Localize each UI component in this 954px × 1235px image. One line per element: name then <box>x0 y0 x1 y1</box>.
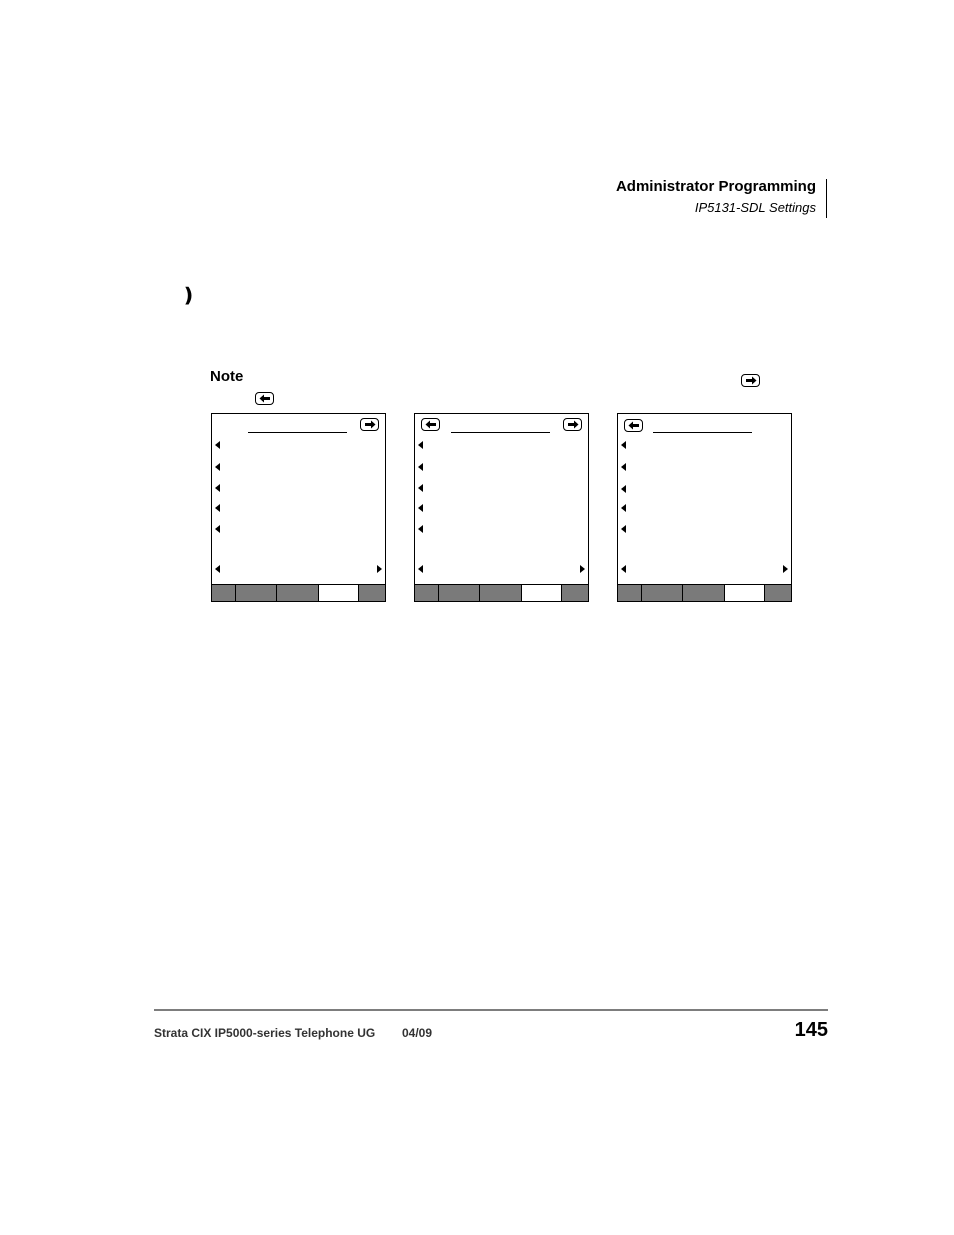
softkey-tabs <box>415 584 588 601</box>
line-key-arrow-icon <box>215 463 220 471</box>
softkey-tab <box>618 585 642 601</box>
screen-title-line <box>248 432 347 433</box>
line-key-arrow-icon <box>621 441 626 449</box>
line-key-arrow-icon <box>377 565 382 573</box>
line-key-arrow-icon <box>418 525 423 533</box>
subsection-title: IP5131-SDL Settings <box>694 200 816 215</box>
line-key-arrow-icon <box>418 484 423 492</box>
screen-title-line <box>451 432 550 433</box>
softkey-tab-selected <box>725 585 765 601</box>
line-key-arrow-icon <box>418 504 423 512</box>
softkey-tab <box>480 585 522 601</box>
softkey-tab-selected <box>522 585 562 601</box>
line-key-arrow-icon <box>621 485 626 493</box>
line-key-arrow-icon <box>215 441 220 449</box>
softkey-tab <box>439 585 480 601</box>
line-key-arrow-icon <box>621 565 626 573</box>
page-number: 145 <box>794 1019 828 1041</box>
section-title: Administrator Programming <box>615 178 816 195</box>
line-key-arrow-icon <box>621 463 626 471</box>
line-key-arrow-icon <box>215 565 220 573</box>
line-key-arrow-icon <box>621 525 626 533</box>
next-page-key-icon <box>360 418 379 431</box>
screen-title-line <box>653 432 752 433</box>
softkey-tabs <box>618 584 791 601</box>
line-key-arrow-icon <box>418 441 423 449</box>
softkey-tab <box>277 585 319 601</box>
previous-page-key-icon <box>421 418 440 431</box>
note-label: Note <box>210 368 244 385</box>
softkey-tabs <box>212 584 385 601</box>
next-page-key-icon <box>563 418 582 431</box>
lcd-screen-1 <box>211 413 386 602</box>
softkey-tab <box>642 585 683 601</box>
softkey-tab-selected <box>319 585 359 601</box>
line-key-arrow-icon <box>621 504 626 512</box>
softkey-tab <box>562 585 588 601</box>
softkey-tab <box>212 585 236 601</box>
line-key-arrow-icon <box>580 565 585 573</box>
line-key-arrow-icon <box>418 463 423 471</box>
line-key-arrow-icon <box>215 484 220 492</box>
line-key-arrow-icon <box>783 565 788 573</box>
next-page-key-icon <box>741 374 760 387</box>
step-arrow-icon: ❫ <box>180 285 197 307</box>
header-rule <box>826 179 827 218</box>
lcd-screen-2 <box>414 413 589 602</box>
footer-document-title: Strata CIX IP5000-series Telephone UG <box>154 1026 376 1040</box>
line-key-arrow-icon <box>418 565 423 573</box>
softkey-tab <box>415 585 439 601</box>
previous-page-key-icon <box>255 392 274 405</box>
footer-rule <box>154 1009 828 1011</box>
lcd-screen-3 <box>617 413 792 602</box>
previous-page-key-icon <box>624 419 643 432</box>
line-key-arrow-icon <box>215 525 220 533</box>
softkey-tab <box>765 585 791 601</box>
softkey-tab <box>683 585 725 601</box>
softkey-tab <box>236 585 277 601</box>
footer-date: 04/09 <box>402 1026 433 1040</box>
line-key-arrow-icon <box>215 504 220 512</box>
softkey-tab <box>359 585 385 601</box>
